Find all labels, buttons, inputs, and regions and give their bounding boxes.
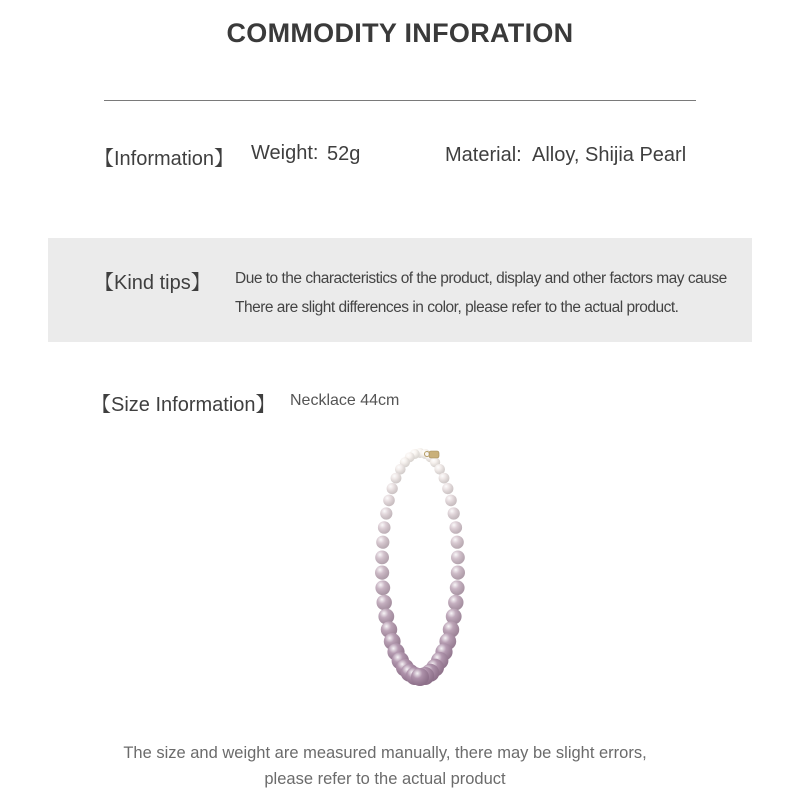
weight-value: 52g xyxy=(327,143,361,165)
pearl-bead-shine xyxy=(375,580,390,595)
kind-tips-line-1: Due to the characteristics of the product, display and other factors may cause xyxy=(235,270,727,287)
footer-note xyxy=(0,740,770,792)
pearl-bead-shine xyxy=(451,566,465,580)
pearl-bead-shine xyxy=(450,521,463,534)
information-row xyxy=(0,142,800,172)
pearl-bead-shine xyxy=(451,551,465,565)
pearl-bead-shine xyxy=(376,536,389,549)
pearl-bead-shine xyxy=(383,495,395,507)
pearl-bead-shine xyxy=(380,507,392,519)
material-value: Alloy, Shijia Pearl xyxy=(532,144,687,166)
kind-tips-label: 【Kind tips】 xyxy=(94,272,211,294)
pearl-bead-shine xyxy=(375,551,389,565)
pearl-bead-shine xyxy=(451,536,464,549)
pearl-bead-shine xyxy=(448,507,460,519)
kind-tips-line-2: There are slight differences in color, please refer to the actual product. xyxy=(235,299,679,316)
pearl-bead-shine xyxy=(377,595,392,610)
pearl-bead-shine xyxy=(439,473,450,484)
size-information-label: 【Size Information】 xyxy=(91,394,276,416)
page-title: COMMODITY INFORATION xyxy=(226,18,574,48)
pearl-necklace-image xyxy=(340,440,500,700)
pearl-bead-shine xyxy=(378,521,391,534)
pearl-strand xyxy=(375,448,465,686)
pearl-bead-shine xyxy=(445,495,457,507)
pearl-bead-shine xyxy=(442,483,453,494)
footer-line-1: The size and weight are measured manually, there may be slight errors, xyxy=(123,744,647,762)
footer-line-2: please refer to the actual product xyxy=(264,770,506,788)
pearl-bead-shine xyxy=(375,566,389,580)
pearl-bead-shine xyxy=(448,595,463,610)
pearl-bead-shine xyxy=(387,483,398,494)
size-information-value: Necklace 44cm xyxy=(290,392,400,409)
pearl-bead-shine xyxy=(450,580,465,595)
material-key: Material: xyxy=(445,144,522,166)
weight-key: Weight: xyxy=(251,142,319,164)
kind-tips-box xyxy=(48,238,752,342)
pearl-bead-shine xyxy=(391,473,402,484)
title-divider xyxy=(104,100,696,101)
information-label: 【Information】 xyxy=(94,148,235,170)
pearl-bead-shine xyxy=(411,668,429,686)
